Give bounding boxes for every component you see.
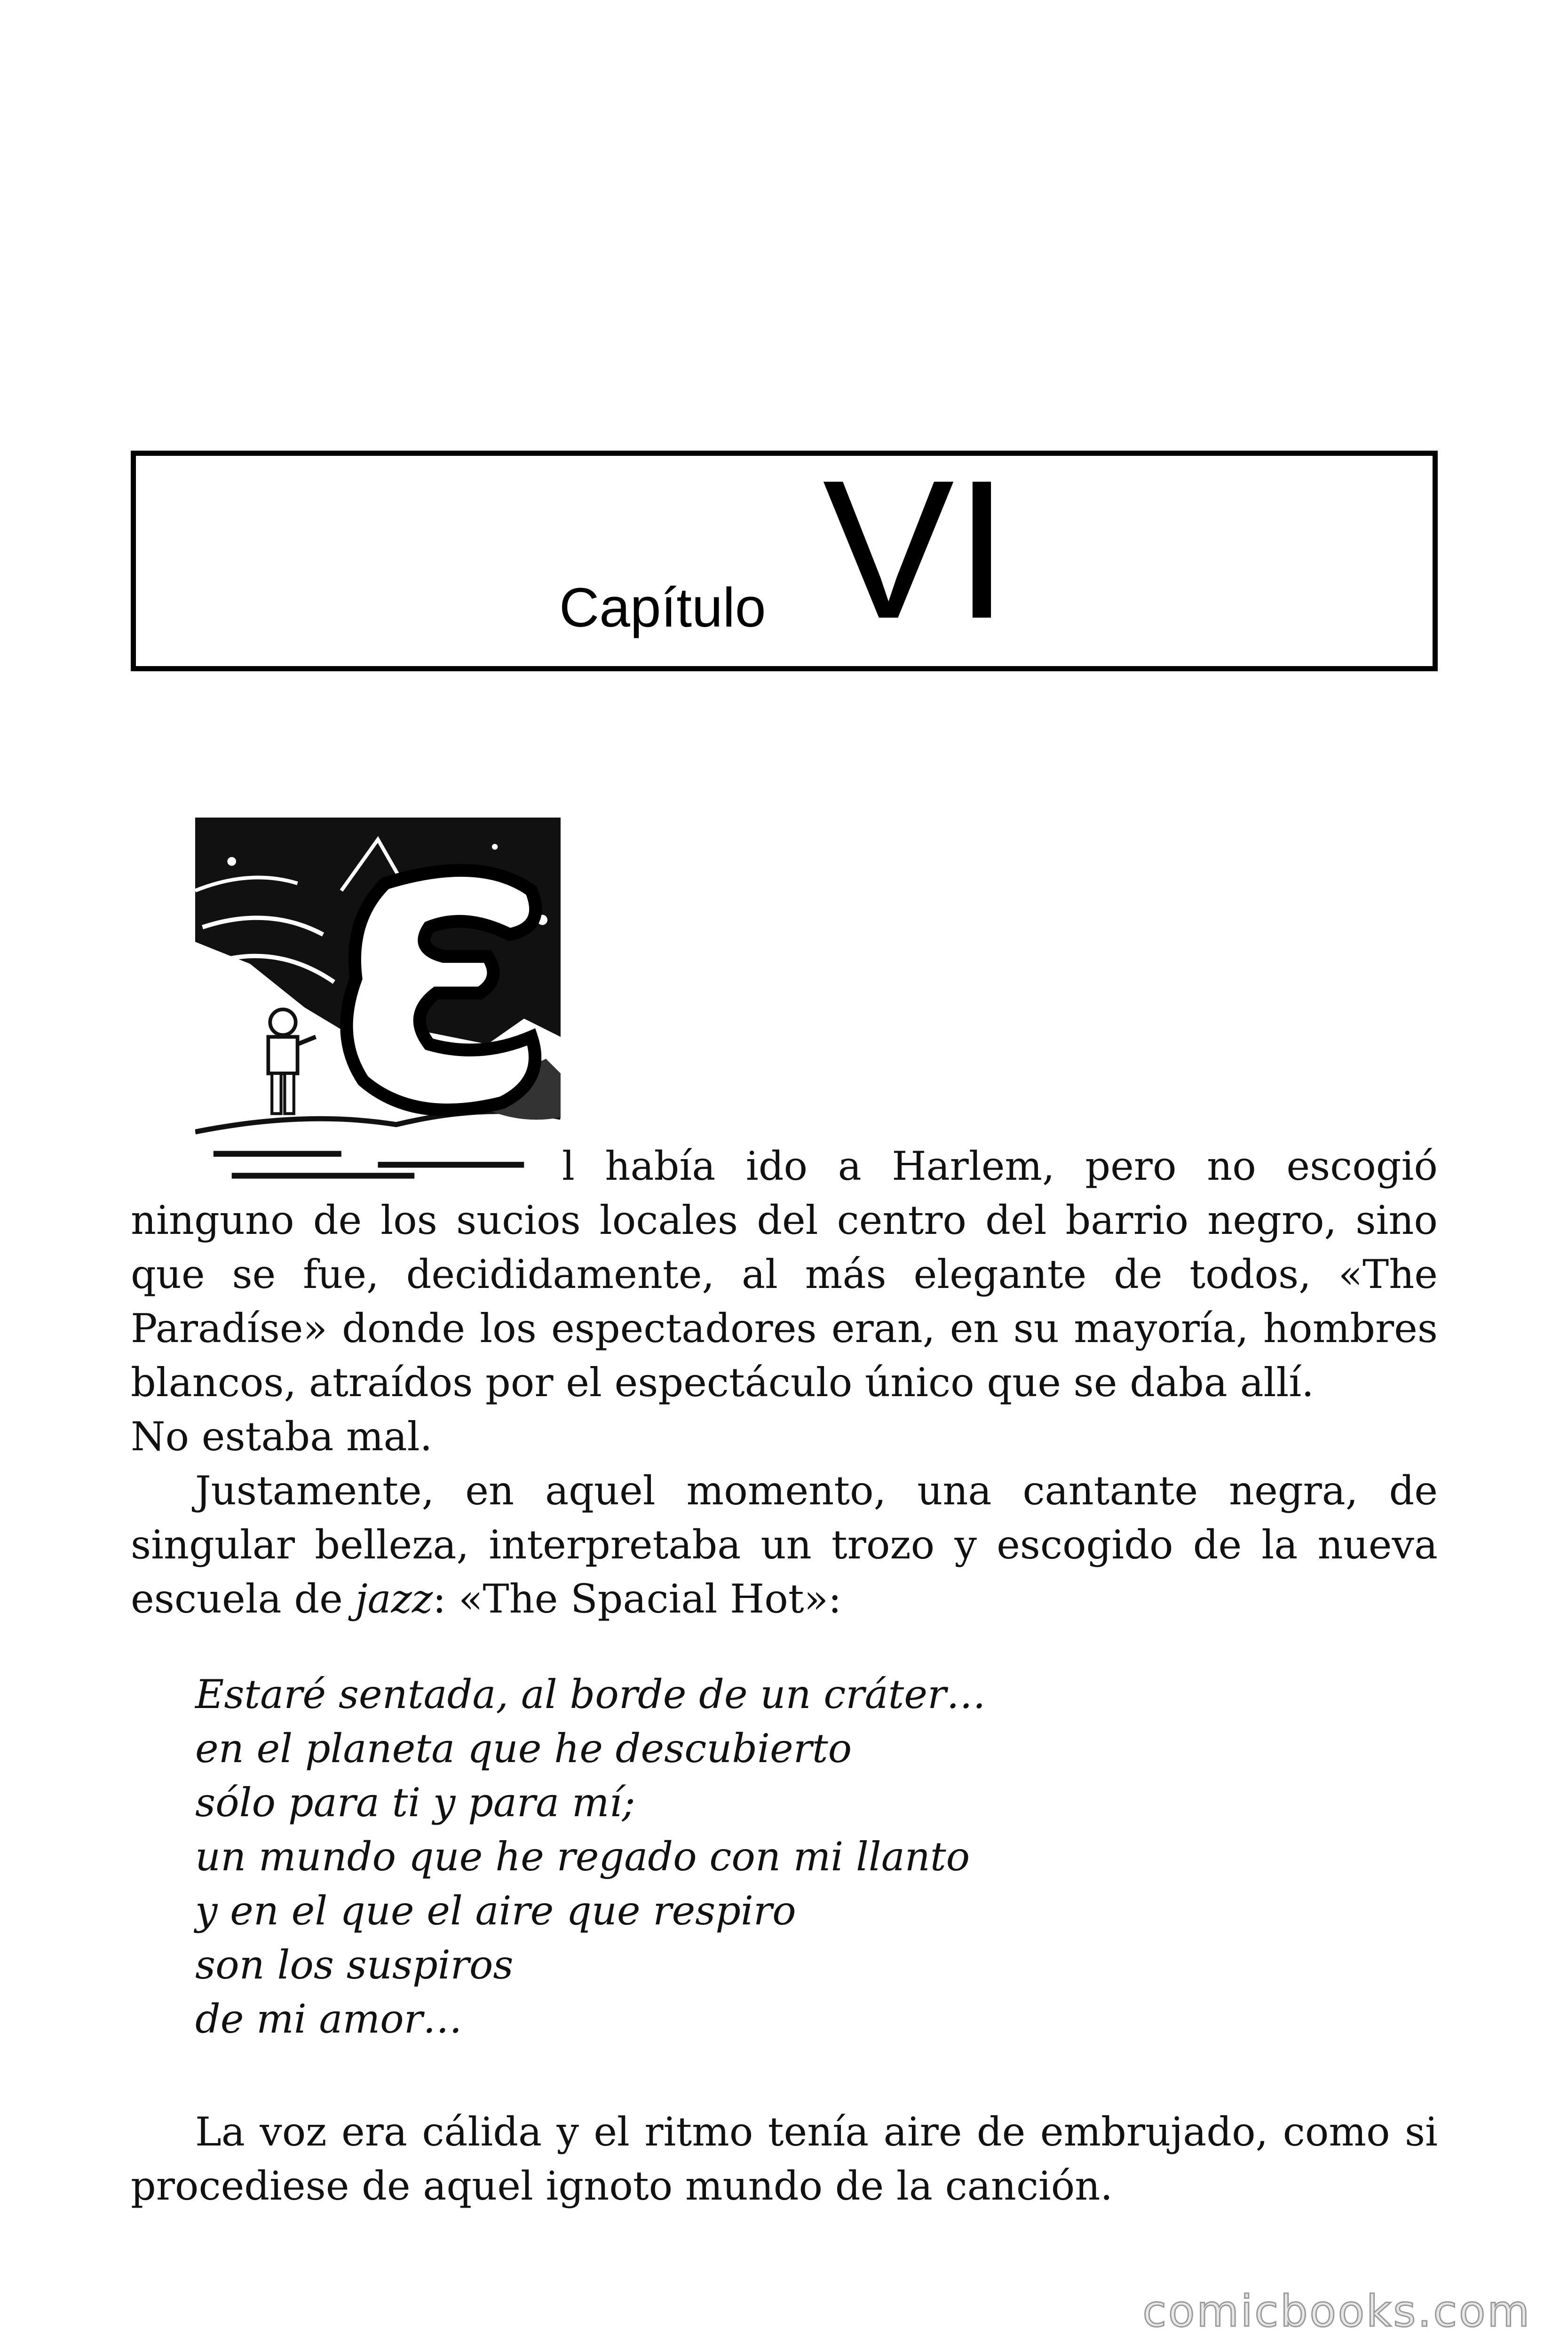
watermark: comicbooks.com (1142, 2286, 1531, 2336)
poem-line: sólo para ti y para mí; (195, 1780, 635, 1826)
poem-line: un mundo que he regado con mi llanto (195, 1834, 970, 1880)
poem-line: Estaré sentada, al borde de un cráter… (195, 1671, 986, 1717)
paragraph-3-text: Justamente, en aquel momento, una cantante negra, de singular belleza, interpretaba un trozo y escogido de la nueva escuela de (131, 1468, 1438, 1622)
paragraph-3 (131, 1464, 1438, 1626)
chapter-heading-box (131, 439, 1438, 671)
poem-line: de mi amor… (195, 1996, 462, 2042)
paragraph-2: No estaba mal. (131, 1414, 433, 1460)
poem-line: son los suspiros (195, 1942, 514, 1988)
paragraph-1-rest (131, 1193, 1438, 1410)
poem-block (195, 1668, 986, 2046)
paragraph-4: La voz era cálida y el ritmo tenía aire de embrujado, como si procediese de aquel ignoto mundo de la canción. (131, 2109, 1438, 2209)
paragraph-3-italic-word: jazz (355, 1576, 433, 1622)
chapter-label: Capítulo (559, 577, 766, 639)
paragraph-1-text: ninguno de los sucios locales del centro del barrio negro, sino que se fue, decididamente, al más elegante de todos, «The Paradíse» donde los espectadores eran, en su mayoría, hombres blancos, atraídos por el espectáculo único que se daba allí. (131, 1197, 1438, 1406)
paragraph-3-tail: : «The Spacial Hot»: (433, 1576, 842, 1622)
chapter-number: VI (823, 439, 1009, 660)
poem-line: en el planeta que he descubierto (195, 1725, 852, 1772)
paragraph-1-first-line: l había ido a Harlem, pero no escogió (562, 1143, 1438, 1189)
drop-cap-illustration (195, 818, 561, 1183)
poem-line: y en el que el aire que respiro (195, 1888, 796, 1934)
